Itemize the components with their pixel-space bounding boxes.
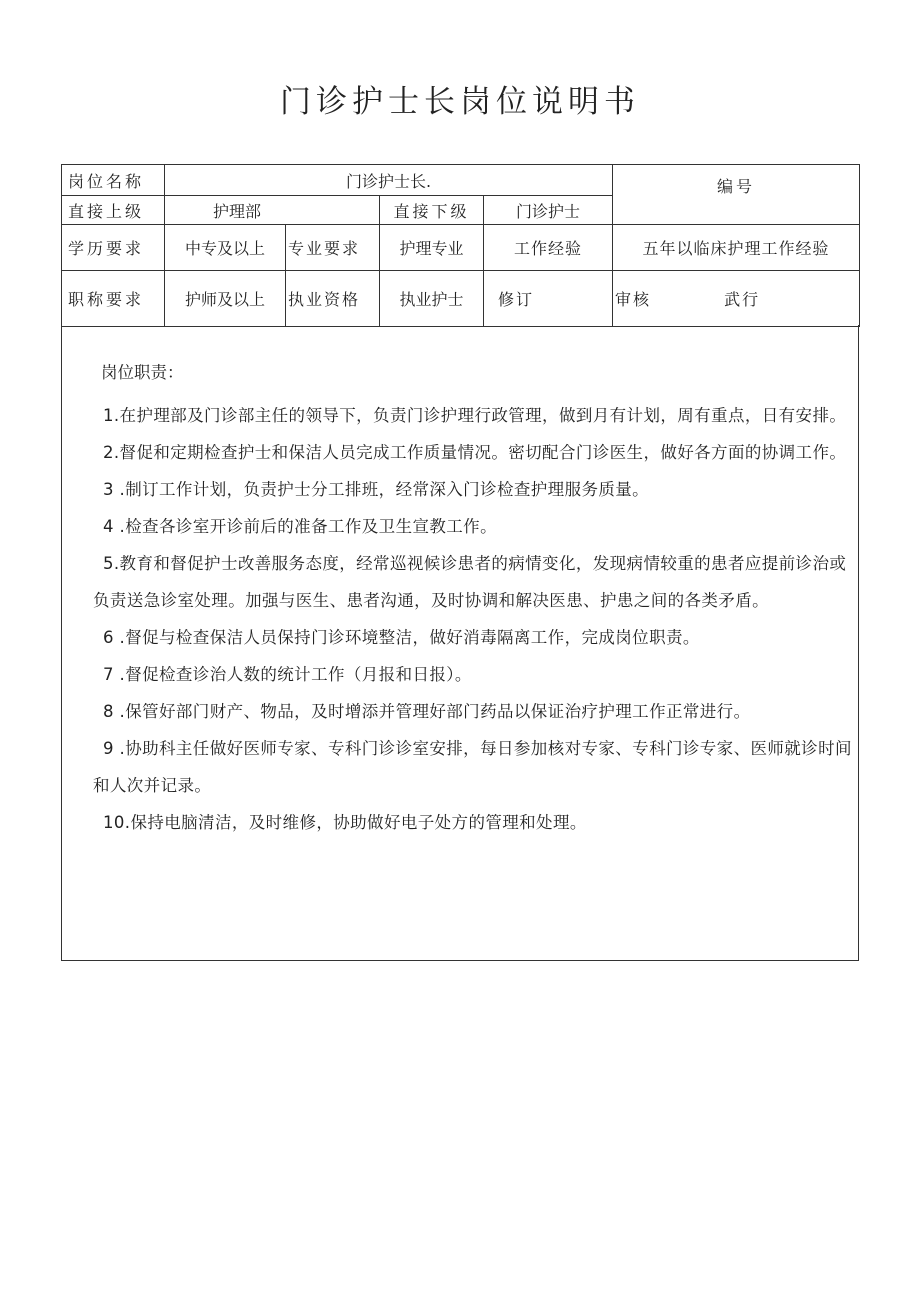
review-value: 武行 — [724, 290, 761, 309]
education-value: 中专及以上 — [165, 225, 286, 271]
job-info-table — [61, 164, 860, 327]
duty-item: 4 .检查各诊室开诊前后的准备工作及卫生宣教工作。 — [103, 517, 497, 536]
page-title: 门诊护士长岗位说明书 — [280, 84, 640, 120]
post-name-label: 岗位名称 — [62, 165, 165, 196]
duty-item: 1.在护理部及门诊部主任的领导下，负责门诊护理行政管理，做到月有计划，周有重点，日有安排。 — [103, 406, 847, 425]
title-req-value: 护师及以上 — [165, 271, 286, 327]
revise-label: 修订 — [484, 271, 613, 327]
superior-label: 直接上级 — [62, 196, 165, 225]
major-value: 护理专业 — [380, 225, 484, 271]
license-label: 执业资格 — [286, 271, 380, 327]
superior-value: 护理部 — [165, 196, 380, 225]
subordinate-value: 门诊护士 — [484, 196, 613, 225]
license-value: 执业护士 — [380, 271, 484, 327]
major-label: 专业要求 — [286, 225, 380, 271]
duty-item: 2.督促和定期检查护士和保洁人员完成工作质量情况。密切配合门诊医生，做好各方面的协调工作。 — [103, 443, 847, 462]
experience-label: 工作经验 — [484, 225, 613, 271]
duties-list — [93, 397, 855, 841]
duties-section — [61, 325, 859, 961]
duty-item: 8 .保管好部门财产、物品，及时增添并管理好部门药品以保证治疗护理工作正常进行。 — [103, 702, 751, 721]
education-label: 学历要求 — [62, 225, 165, 271]
title-req-label: 职称要求 — [62, 271, 165, 327]
post-name-value: 门诊护士长. — [165, 165, 613, 196]
duty-item: 3 .制订工作计划，负责护士分工排班，经常深入门诊检查护理服务质量。 — [103, 480, 650, 499]
experience-value: 五年以临床护理工作经验 — [613, 225, 860, 271]
duty-item: 7 .督促检查诊治人数的统计工作（月报和日报）。 — [103, 665, 472, 684]
duty-item: 10.保持电脑清洁，及时维修，协助做好电子处方的管理和处理。 — [103, 813, 587, 832]
duty-item: 6 .督促与检查保洁人员保持门诊环境整洁，做好消毒隔离工作，完成岗位职责。 — [103, 628, 700, 647]
subordinate-label: 直接下级 — [380, 196, 484, 225]
number-label: 编号 — [613, 165, 860, 225]
review-label: 审核 — [615, 290, 652, 309]
review-cell — [613, 271, 860, 327]
duty-item: 9 .协助科主任做好医师专家、专科门诊诊室安排，每日参加核对专家、专科门诊专家、医师就诊时间和人次并记录。 — [93, 739, 852, 795]
duty-item: 5.教育和督促护士改善服务态度，经常巡视候诊患者的病情变化，发现病情较重的患者应提前诊治或负责送急诊室处理。加强与医生、患者沟通，及时协调和解决医患、护患之间的各类矛盾。 — [93, 554, 847, 610]
duties-heading: 岗位职责： — [101, 363, 184, 382]
